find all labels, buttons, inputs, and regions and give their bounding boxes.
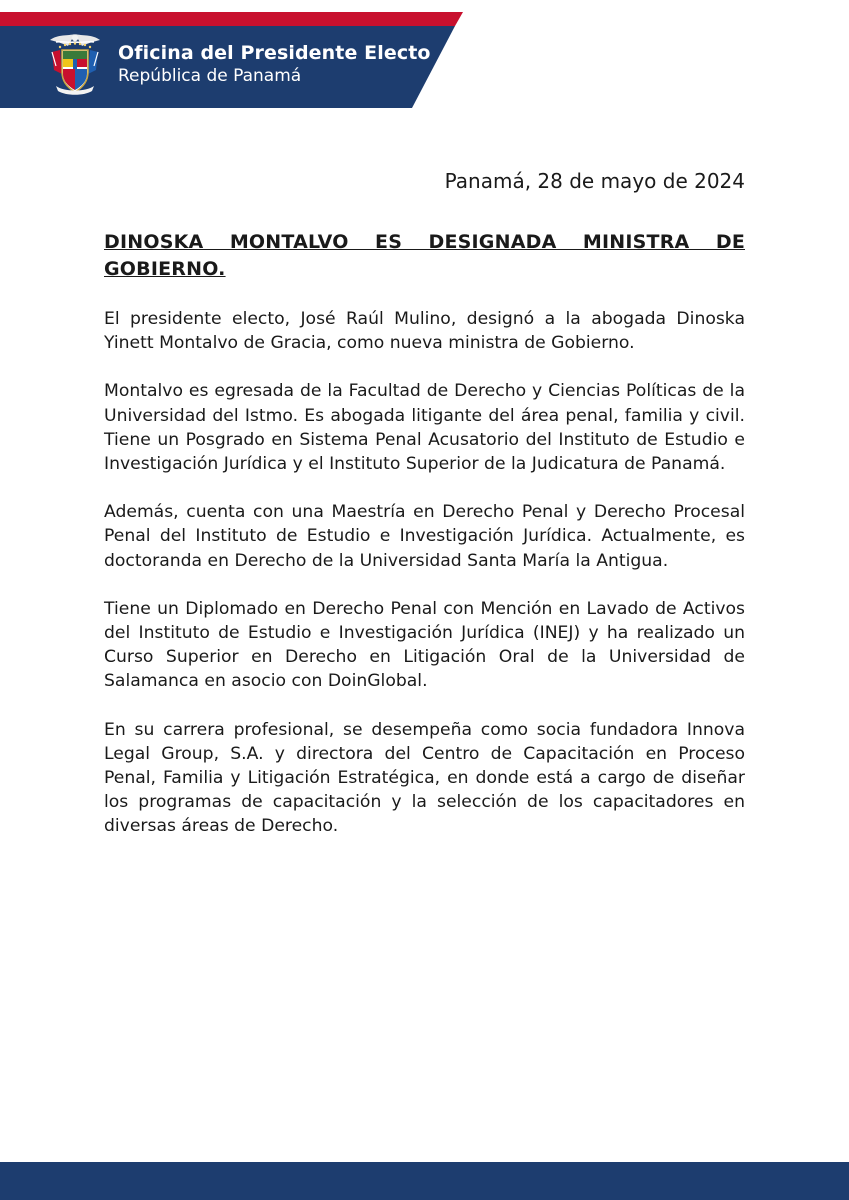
letterhead (0, 0, 849, 110)
footer-band (0, 1162, 849, 1200)
coat-of-arms-icon (46, 30, 104, 96)
paragraph: Tiene un Diplomado en Derecho Penal con Mención en Lavado de Activos del Instituto de Estudio e Investigación Jurídica (INEJ) y ha realizado un Curso Superior en Derecho en Litigación Oral de la Universidad de Salamanca en asocio con DoinGlobal. (104, 598, 745, 692)
paragraph: En su carrera profesional, se desempeña como socia fundadora Innova Legal Group, S.A. y directora del Centro de Capacitación en Proceso Penal, Familia y Litigación Estratégica, en donde está a cargo de diseñar los programas de capacitación y la selección de los capacitadores en diversas áreas de Derecho. (104, 719, 745, 837)
office-title: Oficina del Presidente Electo (118, 42, 431, 64)
office-subtitle: República de Panamá (118, 66, 302, 86)
release-date: Panamá, 28 de mayo de 2024 (444, 169, 745, 193)
paragraph: Montalvo es egresada de la Facultad de Derecho y Ciencias Políticas de la Universidad del Istmo. Es abogada litigante del área penal, familia y civil. Tiene un Posgrado en Sistema Penal Acusatorio del Instituto de Estudio e Investigación Jurídica y el Instituto Superior de la Judicatura de Panamá. (104, 381, 745, 475)
paragraph: El presidente electo, José Raúl Mulino, designó a la abogada Dinoska Yinett Montalvo de Gracia, como nueva ministra de Gobierno. (104, 309, 745, 354)
red-stripe (0, 12, 463, 26)
headline: DINOSKA MONTALVO ES DESIGNADA MINISTRA DE GOBIERNO. (104, 231, 745, 280)
press-release-body (104, 165, 745, 863)
paragraph: Además, cuenta con una Maestría en Derecho Penal y Derecho Procesal Penal del Instituto de Estudio e Investigación Jurídica. Actualmente, es doctoranda en Derecho de la Universidad Santa María la Antigua. (104, 502, 745, 571)
